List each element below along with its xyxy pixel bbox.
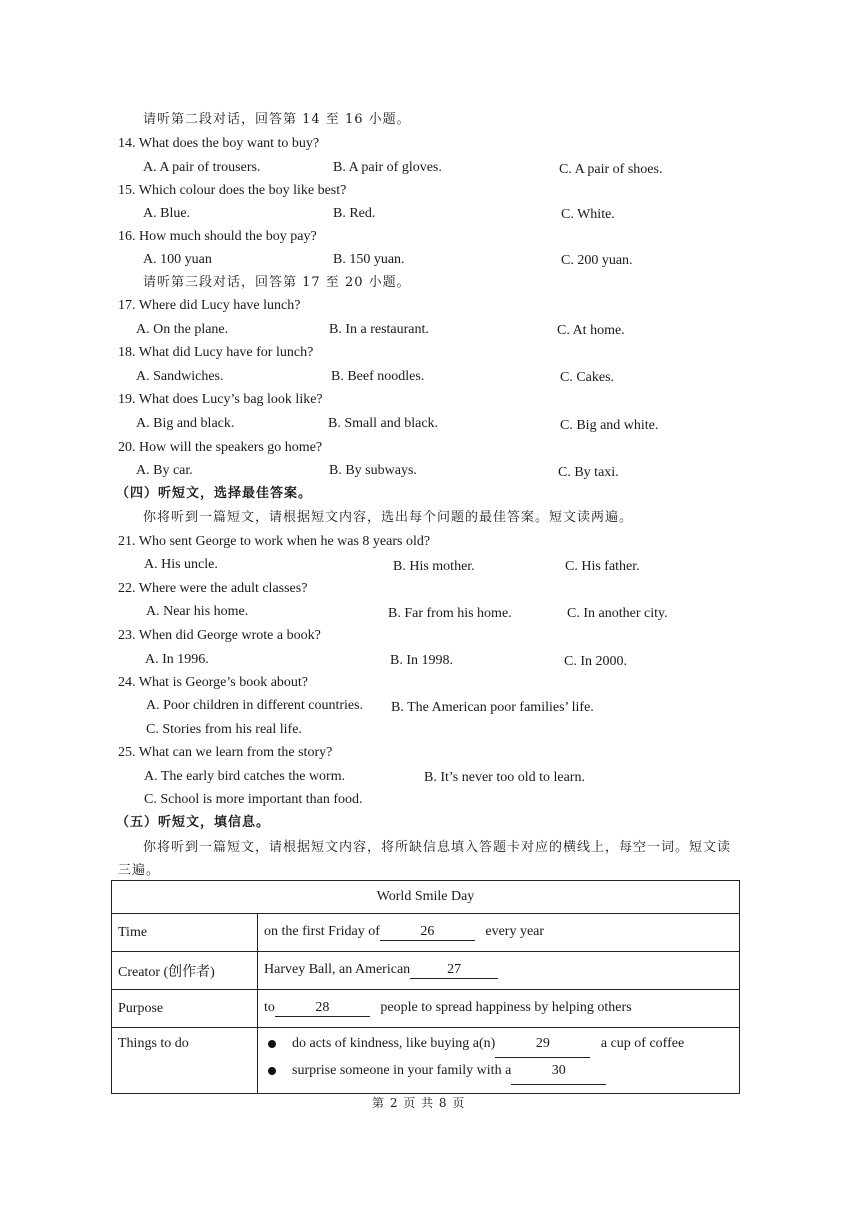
- option-14-b: B. A pair of gloves.: [333, 160, 442, 175]
- question-18: 18. What did Lucy have for lunch?: [118, 345, 314, 360]
- table-row: [112, 881, 740, 914]
- time-text-after: every year: [485, 924, 545, 939]
- page-footer: 第 2 页 共 8 页: [372, 1096, 466, 1110]
- row-value-creator: [258, 952, 740, 990]
- option-17-b: B. In a restaurant.: [329, 322, 429, 337]
- option-14-a: A. A pair of trousers.: [143, 160, 261, 175]
- option-23-b: B. In 1998.: [390, 653, 453, 668]
- section-5-instruction: 你将听到一篇短文，请根据短文内容，将所缺信息填入答题卡对应的横线上，每空一词。短文读: [143, 840, 732, 855]
- table-title: World Smile Day: [112, 881, 740, 914]
- todo-item-1: [264, 1028, 733, 1058]
- instruction-dialogue-2: 请听第二段对话，回答第 14 至 16 小题。: [143, 112, 411, 127]
- option-18-a: A. Sandwiches.: [136, 369, 224, 384]
- blank-26: 26: [380, 924, 475, 941]
- option-21-b: B. His mother.: [393, 559, 475, 574]
- blank-27: 27: [410, 962, 498, 979]
- purpose-text: to: [264, 1000, 275, 1015]
- blank-28: 28: [275, 1000, 370, 1017]
- question-17: 17. Where did Lucy have lunch?: [118, 298, 301, 313]
- creator-text: Harvey Ball, an American: [264, 962, 411, 977]
- option-20-c: C. By taxi.: [558, 465, 619, 480]
- question-15: 15. Which colour does the boy like best?: [118, 183, 347, 198]
- blank-29: 29: [495, 1031, 590, 1058]
- table-row: [112, 1028, 740, 1094]
- todo-item-2: [264, 1058, 733, 1085]
- option-16-a: A. 100 yuan: [143, 252, 212, 267]
- section-5-instruction-cont: 三遍。: [118, 863, 161, 878]
- option-25-a: A. The early bird catches the worm.: [144, 769, 346, 784]
- todo-1-text-after: a cup of coffee: [600, 1036, 685, 1051]
- question-19: 19. What does Lucy’s bag look like?: [118, 392, 323, 407]
- option-22-b: B. Far from his home.: [388, 606, 512, 621]
- question-21: 21. Who sent George to work when he was 8 years old?: [118, 534, 431, 549]
- purpose-text-after: people to spread happiness by helping others: [380, 1000, 632, 1015]
- bullet-icon: [268, 1040, 276, 1048]
- option-16-b: B. 150 yuan.: [333, 252, 405, 267]
- option-19-b: B. Small and black.: [328, 416, 439, 431]
- question-25: 25. What can we learn from the story?: [118, 745, 333, 760]
- question-23: 23. When did George wrote a book?: [118, 628, 321, 643]
- option-23-a: A. In 1996.: [145, 652, 209, 667]
- question-14: 14. What does the boy want to buy?: [118, 136, 320, 151]
- option-25-c: C. School is more important than food.: [144, 792, 363, 807]
- question-24: 24. What is George’s book about?: [118, 675, 309, 690]
- option-17-a: A. On the plane.: [136, 322, 229, 337]
- world-smile-day-table: [111, 880, 740, 1094]
- option-22-c: C. In another city.: [567, 606, 668, 621]
- row-label-things-to-do: Things to do: [112, 1028, 258, 1094]
- option-21-a: A. His uncle.: [144, 557, 218, 572]
- row-value-time: [258, 914, 740, 952]
- table-row: [112, 914, 740, 952]
- option-23-c: C. In 2000.: [564, 654, 627, 669]
- option-15-a: A. Blue.: [143, 206, 191, 221]
- option-21-c: C. His father.: [565, 559, 640, 574]
- option-19-a: A. Big and black.: [136, 416, 235, 431]
- option-15-c: C. White.: [561, 207, 615, 222]
- option-18-b: B. Beef noodles.: [331, 369, 425, 384]
- section-4-instruction: 你将听到一篇短文，请根据短文内容，选出每个问题的最佳答案。短文读两遍。: [143, 510, 634, 525]
- instruction-dialogue-3: 请听第三段对话，回答第 17 至 20 小题。: [143, 275, 411, 290]
- todo-2-text: surprise someone in your family with a: [292, 1063, 512, 1078]
- bullet-icon: [268, 1067, 276, 1075]
- option-19-c: C. Big and white.: [560, 418, 659, 433]
- blank-30: 30: [511, 1058, 606, 1085]
- option-24-b: B. The American poor families’ life.: [391, 700, 594, 715]
- row-value-purpose: [258, 990, 740, 1028]
- option-16-c: C. 200 yuan.: [561, 253, 633, 268]
- option-18-c: C. Cakes.: [560, 370, 615, 385]
- question-22: 22. Where were the adult classes?: [118, 581, 308, 596]
- row-label-time: Time: [112, 914, 258, 952]
- section-5-heading: （五）听短文，填信息。: [116, 815, 271, 830]
- option-20-a: A. By car.: [136, 463, 193, 478]
- option-15-b: B. Red.: [333, 206, 376, 221]
- option-14-c: C. A pair of shoes.: [559, 162, 663, 177]
- row-value-things-to-do: [258, 1028, 740, 1094]
- question-16: 16. How much should the boy pay?: [118, 229, 317, 244]
- row-label-purpose: Purpose: [112, 990, 258, 1028]
- table-row: [112, 952, 740, 990]
- time-text: on the first Friday of: [264, 924, 380, 939]
- section-4-heading: （四）听短文，选择最佳答案。: [116, 486, 313, 501]
- todo-1-text: do acts of kindness, like buying a(n): [292, 1036, 496, 1051]
- option-20-b: B. By subways.: [329, 463, 417, 478]
- option-24-a: A. Poor children in different countries.: [146, 698, 364, 713]
- table-row: [112, 990, 740, 1028]
- option-24-c: C. Stories from his real life.: [146, 722, 302, 737]
- row-label-creator: Creator (创作者): [112, 952, 258, 990]
- question-20: 20. How will the speakers go home?: [118, 440, 323, 455]
- option-22-a: A. Near his home.: [146, 604, 249, 619]
- option-17-c: C. At home.: [557, 323, 625, 338]
- option-25-b: B. It’s never too old to learn.: [424, 770, 585, 785]
